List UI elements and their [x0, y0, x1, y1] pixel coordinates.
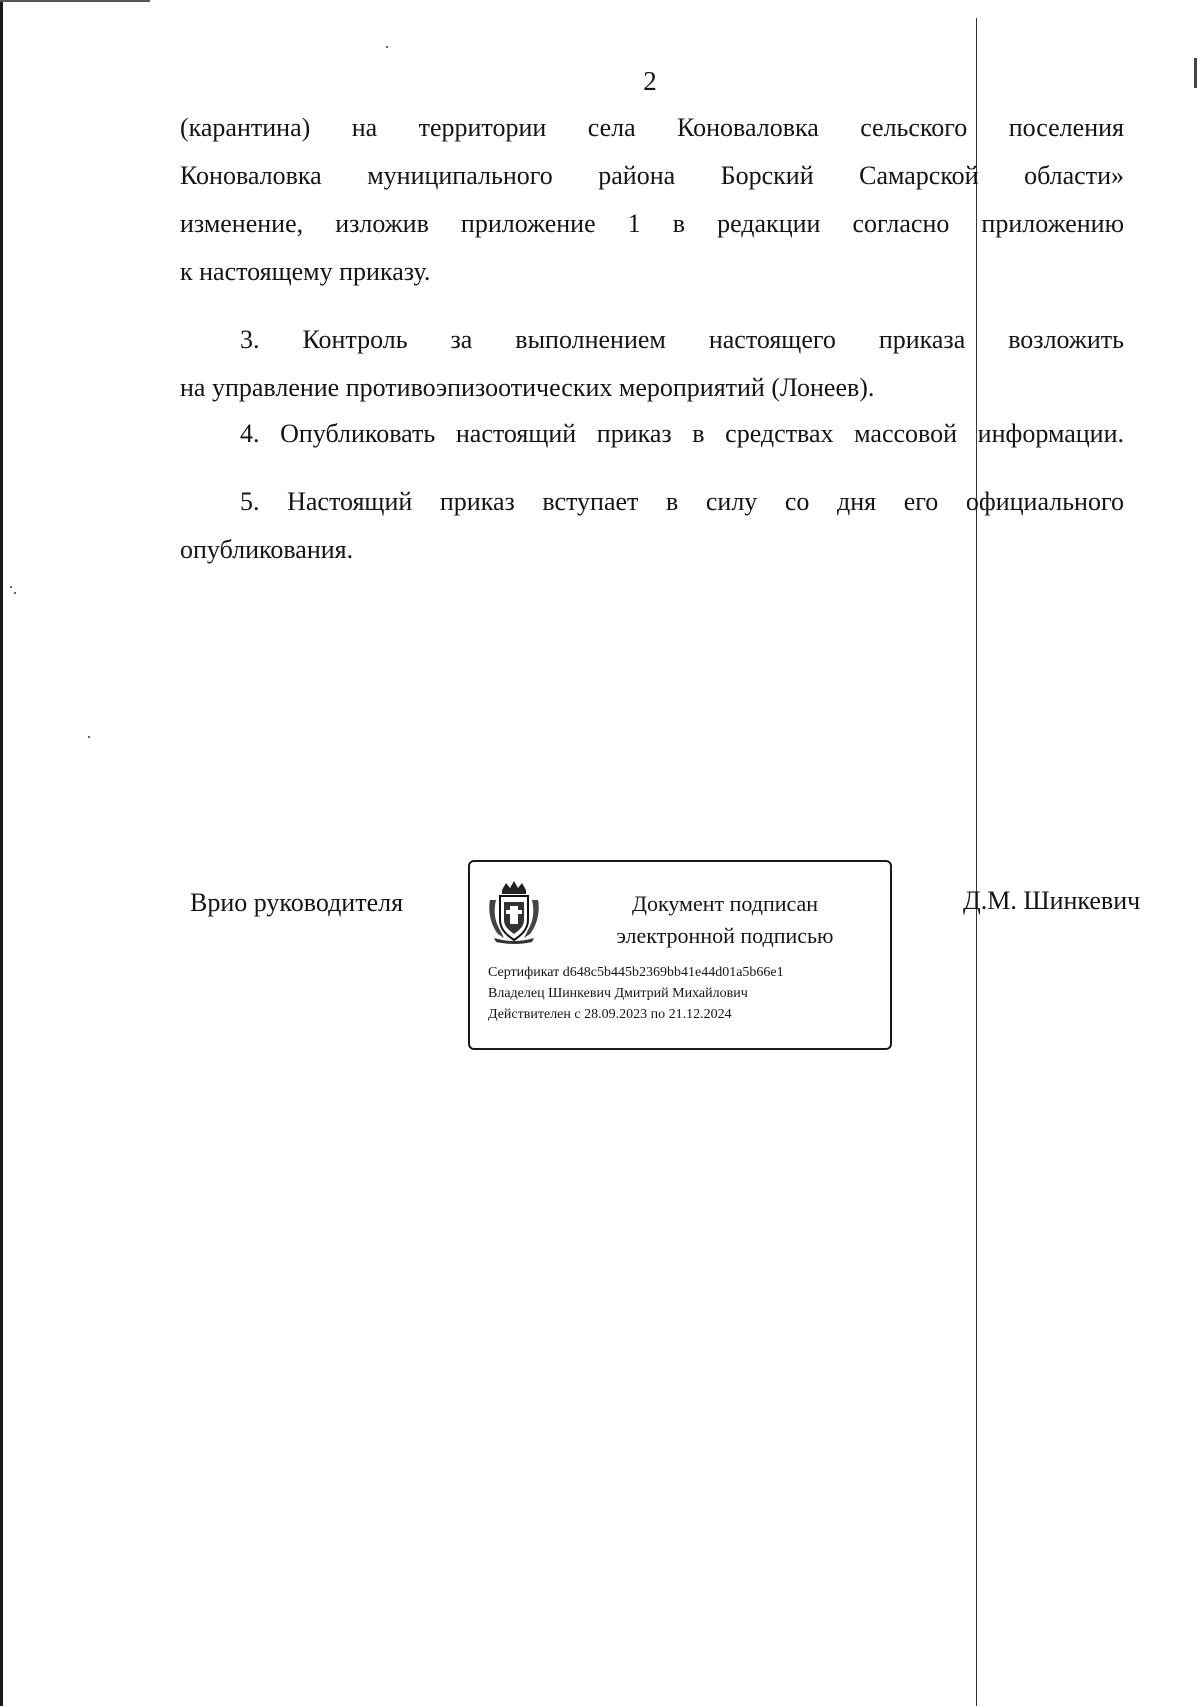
scan-speck — [88, 736, 90, 738]
signer-title: Врио руководителя — [190, 888, 404, 917]
signer-name: Д.М. Шинкевич — [963, 886, 1141, 915]
coat-of-arms-icon — [484, 880, 544, 944]
paragraph-line: 3. Контроль за выполнением настоящего приказа возложить — [240, 325, 1124, 354]
stamp-heading-line: электронной подписью — [616, 923, 834, 948]
paragraph-line: опубликования. — [180, 535, 354, 564]
stamp-heading — [580, 888, 870, 952]
scan-speck — [14, 592, 16, 594]
page-number — [0, 66, 1200, 97]
scan-speck — [386, 46, 388, 48]
paragraph-item-3 — [180, 316, 1124, 412]
scan-left-edge — [0, 0, 3, 1706]
paragraph-line: изменение, изложив приложение 1 в редакции согласно приложению — [180, 209, 1124, 238]
stamp-details — [488, 962, 784, 1025]
stamp-owner: Владелец Шинкевич Дмитрий Михайлович — [488, 986, 748, 1001]
paragraph-item-4 — [180, 410, 1124, 458]
paragraph-line: к настоящему приказу. — [180, 257, 431, 286]
paragraph-line: на управление противоэпизоотических мероприятий (Лонеев). — [180, 373, 875, 402]
page-number-text: 2 — [643, 66, 657, 96]
paragraph-line: Коноваловка муниципального района Борский Самарской области» — [180, 161, 1124, 190]
paragraph-continuation — [180, 104, 1124, 296]
stamp-heading-line: Документ подписан — [631, 891, 819, 916]
stamp-certificate: Сертификат d648c5b445b2369bb41e44d01a5b66e1 — [488, 965, 784, 980]
electronic-signature-stamp — [468, 860, 892, 1050]
scan-top-edge — [0, 0, 150, 2]
paragraph-line: 4. Опубликовать настоящий приказ в средствах массовой информации. — [240, 419, 1124, 448]
scan-speck — [10, 586, 12, 588]
paragraph-line: 5. Настоящий приказ вступает в силу со дня его официального — [240, 487, 1124, 516]
stamp-validity: Действителен с 28.09.2023 по 21.12.2024 — [488, 1007, 732, 1022]
paragraph-line: (карантина) на территории села Коноваловка сельского поселения — [180, 113, 1124, 142]
paragraph-item-5 — [180, 478, 1124, 574]
